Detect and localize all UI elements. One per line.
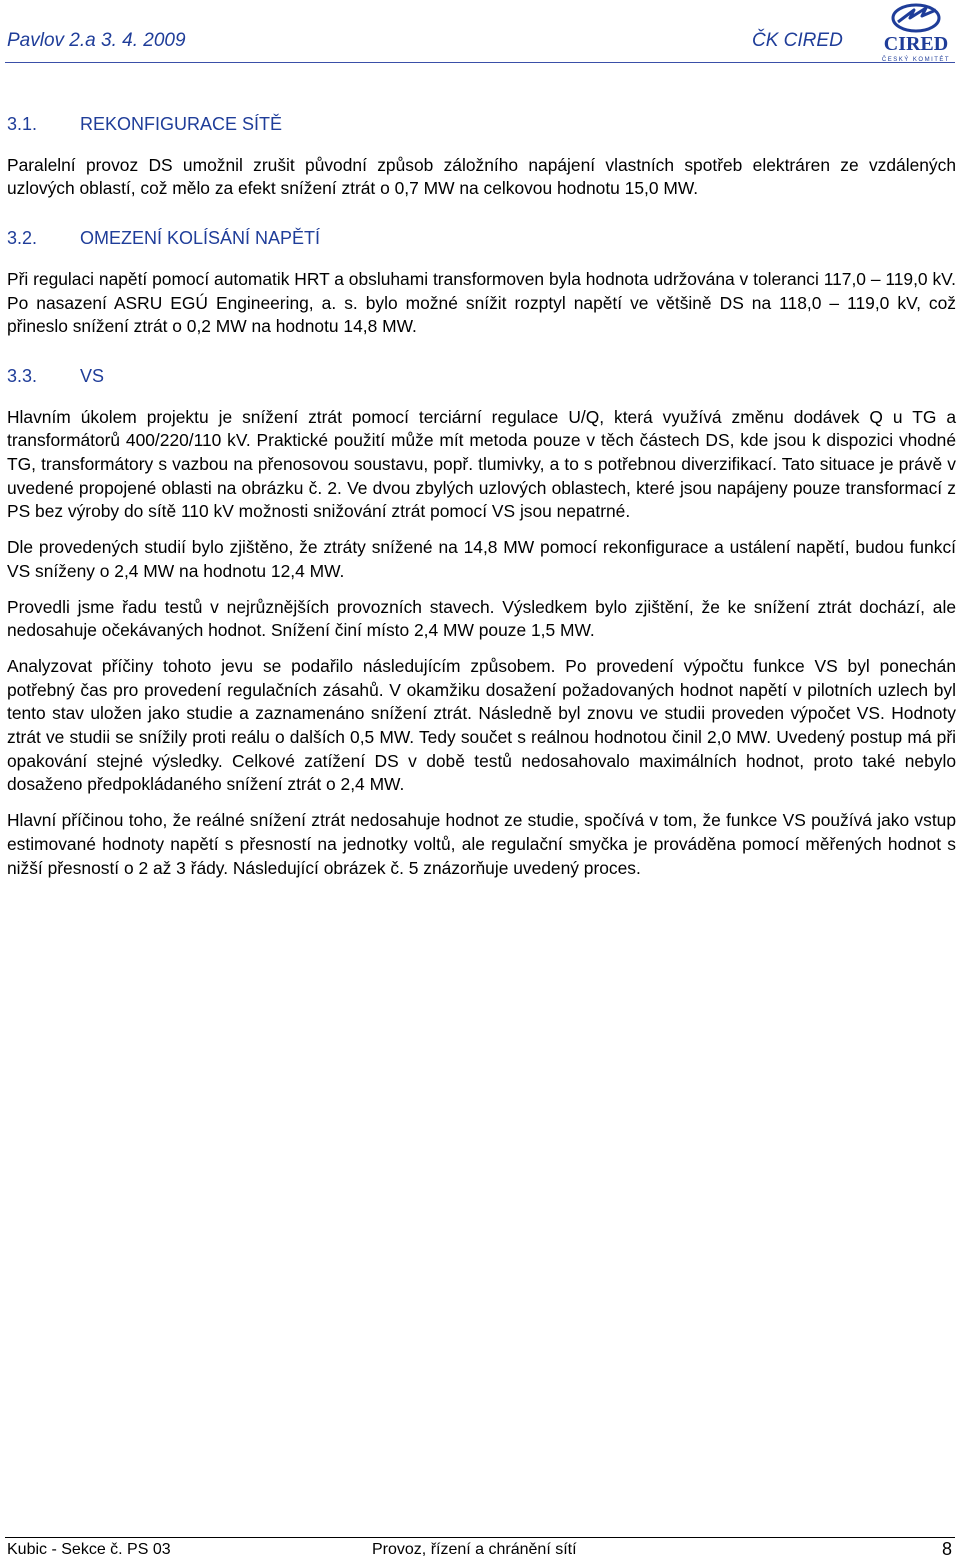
paragraph: Při regulaci napětí pomocí automatik HRT a obsluhami transformoven byla hodnota udržována v toleranci 117,0 – 119,0 kV. Po nasazení ASRU EGÚ Engineering, a. s. bylo možné snížit rozptyl napětí ve většině DS na 118,0 – 119,0 kV, což přineslo snížení ztrát o 0,2 MW na hodnotu 14,8 MW. (7, 268, 956, 337)
header-organization: ČK CIRED (752, 30, 843, 51)
section-title: OMEZENÍ KOLÍSÁNÍ NAPĚTÍ (80, 228, 321, 249)
paragraph: Hlavním úkolem projektu je snížení ztrát pomocí terciární regulace U/Q, která využívá změnu dodávek Q u TG a transformátorů 400/220/110 kV. Praktické použití může mít metoda pouze v těch částech DS, kde jsou k dispozici vhodné TG, transformátory s vazbou na přenosovou soustavu, popř. tlumivky, a to s potřebnou diverzifikací. Tato situace je právě v uvedené propojené oblasti na obrázku č. 2. Ve dvou zbylých uzlových oblastech, které jsou napájeny pouze transformací z PS bez výroby do sítě 110 kV možnosti snižování ztrát pomocí VS jsou nepatrné. (7, 406, 956, 522)
paragraph: Provedli jsme řadu testů v nejrůznějších provozních stavech. Výsledkem bylo zjištění, že ke snížení ztrát dochází, ale nedosahuje očekávaných hodnot. Snížení činí místo 2,4 MW pouze 1,5 MW. (7, 596, 956, 641)
paragraph: Analyzovat příčiny tohoto jevu se podařilo následujícím způsobem. Po provedení výpočtu funkce VS byl ponechán potřebný čas pro provedení regulačních zásahů. V okamžiku dosažení požadovaných hodnot napětí v pilotních uzlech byl tento stav uložen jako studie a zaznamenáno snížení ztrát. Následně byl znovu ve studii proveden výpočet VS. Hodnoty ztrát ve studii se snížily proti reálu o dalších 0,5 MW. Tedy součet s reálnou hodnotou činil 2,0 MW. Uvedený postup má při opakování stejné výsledky. Celkové zatížení DS v době testů nedosahovalo maximálních hodnot, proto také nebylo dosaženo předpokládaného snížení ztrát o 2,4 MW. (7, 655, 956, 795)
section-3-1 (7, 113, 956, 201)
section-number: 3.1. (7, 114, 38, 134)
document-body (7, 113, 956, 906)
section-3-3 (7, 365, 956, 880)
footer-rule (5, 1537, 955, 1538)
footer-session-title: Provoz, řízení a chránění sítí (372, 1541, 577, 1558)
section-title: REKONFIGURACE SÍTĚ (80, 114, 283, 134)
paragraph: Dle provedených studií bylo zjištěno, že ztráty snížené na 14,8 MW pomocí rekonfigurace a ustálení napětí, budou funkcí VS sníženy o 2,4 MW na hodnotu 12,4 MW. (7, 537, 956, 581)
section-title: VS (80, 365, 105, 386)
logo-subtext: ČESKÝ KOMITÉT (881, 57, 951, 63)
section-number: 3.2. (7, 228, 38, 249)
section-number: 3.3. (7, 365, 38, 386)
section-3-2 (7, 227, 956, 339)
page-number: 8 (941, 1539, 952, 1559)
cired-logo (876, 2, 956, 64)
section-heading (7, 113, 956, 137)
page-header (0, 0, 960, 66)
paragraph: Paralelní provoz DS umožnil zrušit původní způsob záložního napájení vlastních spotřeb elektráren ze vzdálených uzlových oblastí, což mělo za efekt snížení ztrát o 0,7 MW na celkovou hodnotu 15,0 MW. (7, 154, 956, 199)
section-heading (7, 227, 956, 251)
header-rule (5, 62, 955, 63)
footer-author-section: Kubic - Sekce č. PS 03 (7, 1541, 171, 1558)
paragraph: Hlavní příčinou toho, že reálné snížení ztrát nedosahuje hodnot ze studie, spočívá v tom, že funkce VS používá jako vstup estimované hodnoty napětí s přesností na jednotky voltů, ale regulační smyčka je prováděna pomocí měřených hodnot s nižší přesností o 2 až 3 řády. Následující obrázek č. 5 znázorňuje uvedený proces. (7, 810, 956, 878)
section-heading (7, 365, 956, 389)
header-event-date: Pavlov 2.a 3. 4. 2009 (7, 30, 186, 51)
logo-wordmark: CIRED (883, 33, 949, 55)
